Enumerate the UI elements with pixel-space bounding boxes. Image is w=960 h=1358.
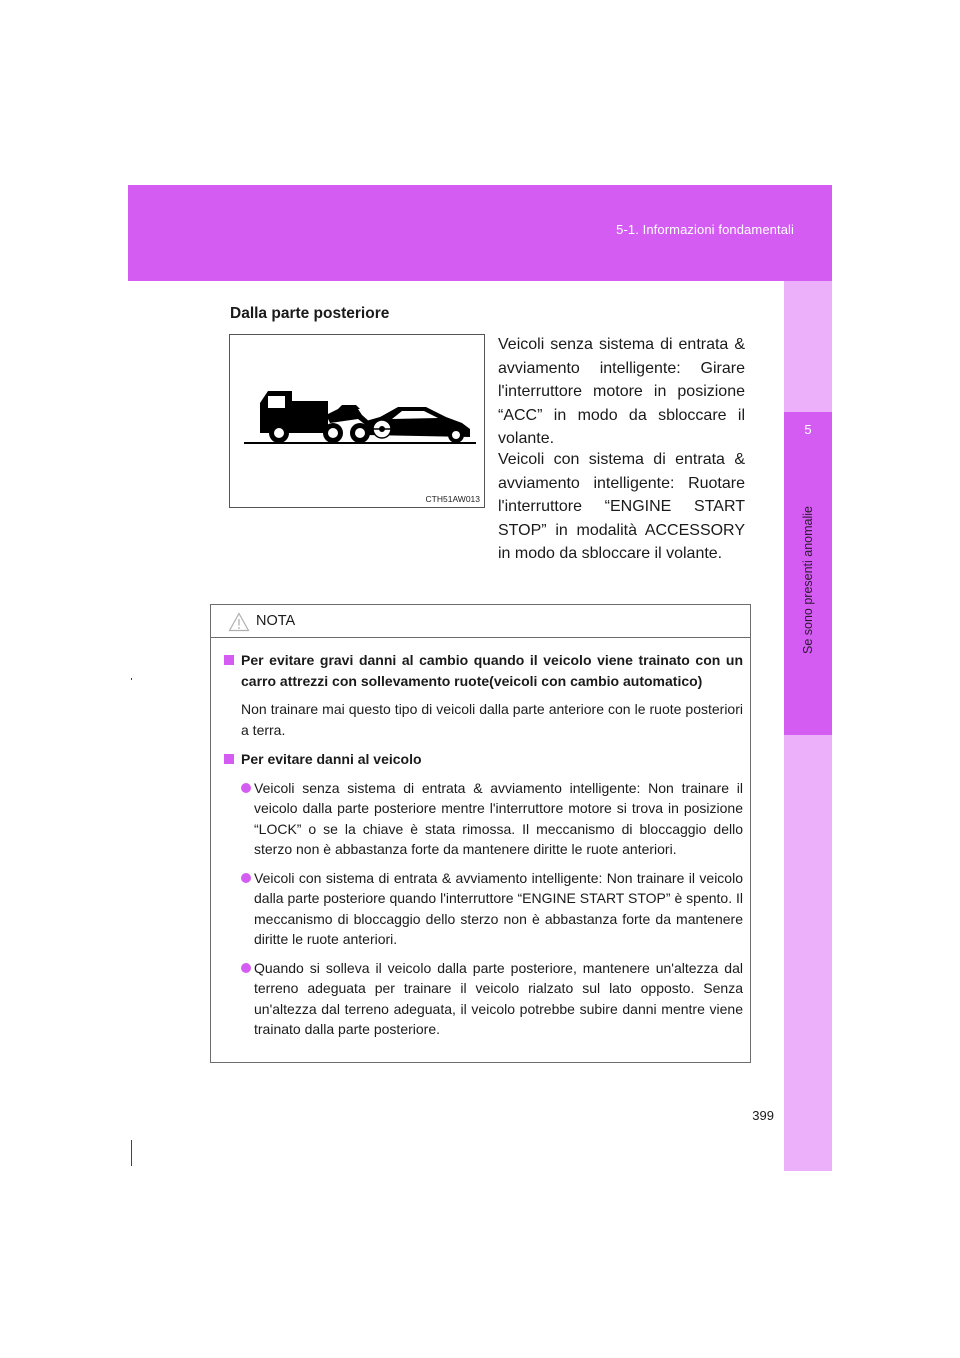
section-header-title: 5-1. Informazioni fondamentali (616, 222, 794, 237)
figure-code: CTH51AW013 (425, 494, 480, 504)
note-body (211, 638, 750, 1040)
towing-illustration (229, 334, 485, 508)
note-heading-text: Per evitare gravi danni al cambio quando il veicolo viene trainato con un carro attrezzi con sollevamento ruote(veicoli con cambio automatico) (241, 652, 743, 689)
note-heading-transmission (224, 650, 743, 691)
note-title: NOTA (256, 613, 296, 629)
note-bullet-item (224, 958, 743, 1040)
note-heading-text: Per evitare danni al veicolo (241, 751, 422, 767)
note-bullet-item (224, 778, 743, 860)
chapter-side-tab (784, 281, 832, 1171)
round-bullet-icon (241, 783, 251, 793)
note-header (211, 605, 750, 638)
page-number: 399 (752, 1108, 774, 1123)
chapter-number: 5 (804, 422, 812, 437)
note-box (210, 604, 751, 1063)
warning-triangle-icon (228, 612, 250, 632)
tow-truck-icon (230, 335, 486, 509)
square-bullet-icon (224, 655, 234, 665)
note-bullet-text: Veicoli senza sistema di entrata & avviamento intelligente: Non trainare il veicolo dalla parte posteriore mentre l'interruttore motore si trova in posizione “LOCK” o se la chiave è stata rimossa. Il meccanismo di bloccaggio dello sterzo non è abbastanza forte da mantenere diritte le ruote anteriori. (254, 779, 743, 857)
crop-mark (131, 678, 132, 680)
round-bullet-icon (241, 873, 251, 883)
paragraph-with-smart-entry: Veicoli con sistema di entrata & avviamento intelligente: Ruotare l'interruttore “ENGINE START STOP” in modalità ACCESSORY in modo da sbloccare il volante. (498, 451, 745, 562)
paragraph-without-smart-entry: Veicoli senza sistema di entrata & avviamento intelligente: Girare l'interruttore motore in posizione “ACC” in modo da sbloccare il volante. (498, 336, 745, 447)
chapter-title: Se sono presenti anomalie (801, 505, 815, 655)
note-heading-vehicle (224, 749, 743, 770)
round-bullet-icon (241, 963, 251, 973)
note-text: Non trainare mai questo tipo di veicoli dalla parte anteriore con le ruote posteriori a terra. (241, 701, 743, 738)
square-bullet-icon (224, 754, 234, 764)
chapter-tab-active (784, 412, 832, 735)
note-bullet-text: Quando si solleva il veicolo dalla parte posteriore, mantenere un'altezza dal terreno adeguata per trainare il veicolo rialzato sul lato opposto. Senza un'altezza dal terreno adeguata, il veicolo potrebbe subire danni mentre viene trainato dalla parte posteriore. (254, 959, 743, 1037)
section-title: Dalla parte posteriore (230, 305, 390, 322)
chapter-header (128, 185, 832, 281)
crop-mark (131, 1140, 132, 1166)
note-bullet-item (224, 868, 743, 950)
note-bullet-text: Veicoli con sistema di entrata & avviamento intelligente: Non trainare il veicolo dalla parte posteriore quando l'interruttore “ENGINE START STOP” è spento. Il meccanismo di bloccaggio dello sterzo non è abbastanza forte da mantenere diritte le ruote anteriori. (254, 869, 743, 947)
